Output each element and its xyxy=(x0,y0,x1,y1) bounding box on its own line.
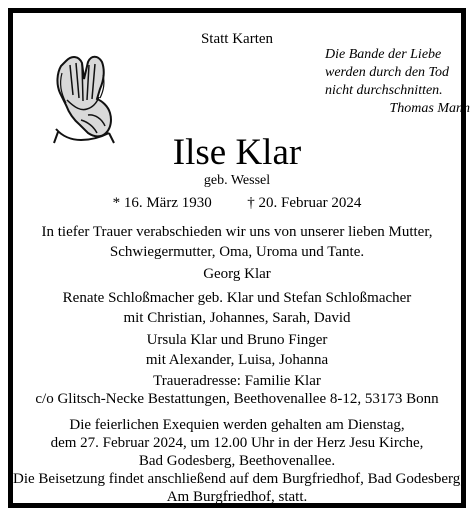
service-information xyxy=(13,416,464,506)
announcement-line: In tiefer Trauer verabschieden wir uns von unserer lieben Mutter, xyxy=(41,224,433,240)
death-date: † 20. Februar 2024 xyxy=(247,195,362,211)
service-line: Die Beisetzung findet anschließend auf dem Burgfriedhof, Bad Godesberg, xyxy=(13,471,464,487)
quote-author: Thomas Mann xyxy=(389,101,470,116)
maiden-name: geb. Wessel xyxy=(203,173,271,188)
quote xyxy=(325,46,470,118)
quote-line: werden durch den Tod xyxy=(325,65,450,80)
address-line: Traueradresse: Familie Klar xyxy=(153,373,321,389)
mourner-group-3 xyxy=(13,330,461,370)
mourner-line: mit Christian, Johannes, Sarah, David xyxy=(123,310,351,326)
service-line: dem 27. Februar 2024, um 12.00 Uhr in der Herz Jesu Kirche, xyxy=(50,435,424,451)
service-line: Am Burgfriedhof, statt. xyxy=(166,489,308,505)
header-title: Statt Karten xyxy=(200,31,274,47)
mourner-group-2 xyxy=(13,288,461,328)
quote-line: nicht durchschnitten. xyxy=(325,83,443,98)
announcement xyxy=(13,222,461,262)
mourner-line: Ursula Klar und Bruno Finger xyxy=(146,332,328,348)
mourner-line: Renate Schloßmacher geb. Klar und Stefan Schloßmacher xyxy=(62,290,412,306)
service-line: Bad Godesberg, Beethovenallee. xyxy=(138,453,336,469)
birth-date: * 16. März 1930 xyxy=(112,195,212,211)
life-dates xyxy=(13,194,461,212)
deceased-name: Ilse Klar xyxy=(172,132,302,173)
mourner-line: mit Alexander, Luisa, Johanna xyxy=(145,352,329,368)
mourner-group-1 xyxy=(13,264,461,284)
announcement-line: Schwiegermutter, Oma, Uroma und Tante. xyxy=(109,244,365,260)
address-line: c/o Glitsch-Necke Bestattungen, Beethovenallee 8-12, 53173 Bonn xyxy=(35,391,439,407)
quote-line: Die Bande der Liebe xyxy=(325,47,442,62)
service-line: Die feierlichen Exequien werden gehalten am Dienstag, xyxy=(69,417,405,433)
mourner-line: Georg Klar xyxy=(203,266,271,282)
obituary-frame xyxy=(8,8,470,508)
mourning-address xyxy=(13,372,461,408)
